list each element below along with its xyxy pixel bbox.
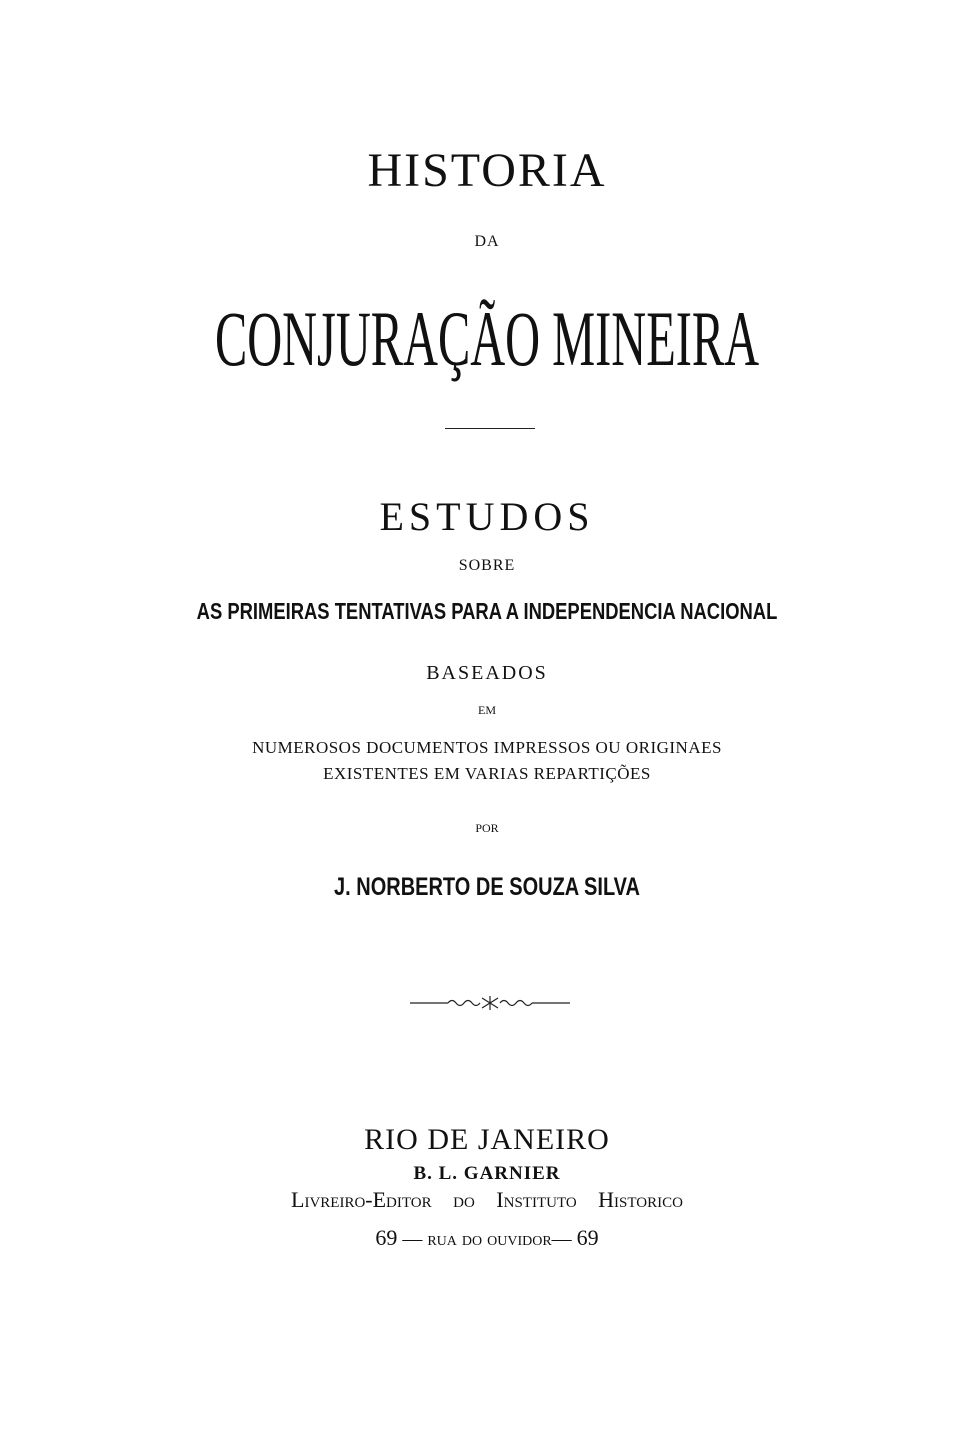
- address-dash-left: —: [402, 1228, 423, 1250]
- imprint-city: RIO DE JANEIRO: [364, 1123, 610, 1156]
- baseados-label: BASEADOS: [426, 662, 548, 684]
- sources-line-2: EXISTENTES EM VARIAS REPARTIÇÕES: [323, 764, 651, 783]
- address-dash-right: —: [551, 1228, 572, 1250]
- address-number-left: 69: [375, 1225, 398, 1250]
- subtitle-connector: SOBRE: [458, 557, 516, 574]
- address-street: rua do ouvidor: [427, 1228, 552, 1250]
- imprint-publisher: B. L. GARNIER: [413, 1163, 561, 1184]
- por-label: POR: [475, 821, 499, 835]
- em-label: EM: [478, 703, 496, 717]
- title-divider: [445, 428, 535, 429]
- title-connector: DA: [474, 233, 500, 250]
- wavy-rule-ornament-icon: [410, 992, 570, 1014]
- address-number-right: 69: [576, 1225, 599, 1250]
- imprint-publisher-role: Livreiro-Editor do Instituto Historico: [291, 1187, 683, 1212]
- subtitle: ESTUDOS: [379, 494, 595, 539]
- author-name: J. NORBERTO DE SOUZA SILVA: [334, 873, 640, 901]
- book-title: HISTORIA: [367, 144, 607, 197]
- main-title: CONJURAÇÃO MINEIRA: [214, 295, 760, 382]
- imprint-address: [0, 1225, 974, 1251]
- topic-line: AS PRIMEIRAS TENTATIVAS PARA A INDEPENDENCIA NACIONAL: [196, 598, 778, 624]
- sources-line-1: NUMEROSOS DOCUMENTOS IMPRESSOS OU ORIGINAES: [252, 738, 722, 757]
